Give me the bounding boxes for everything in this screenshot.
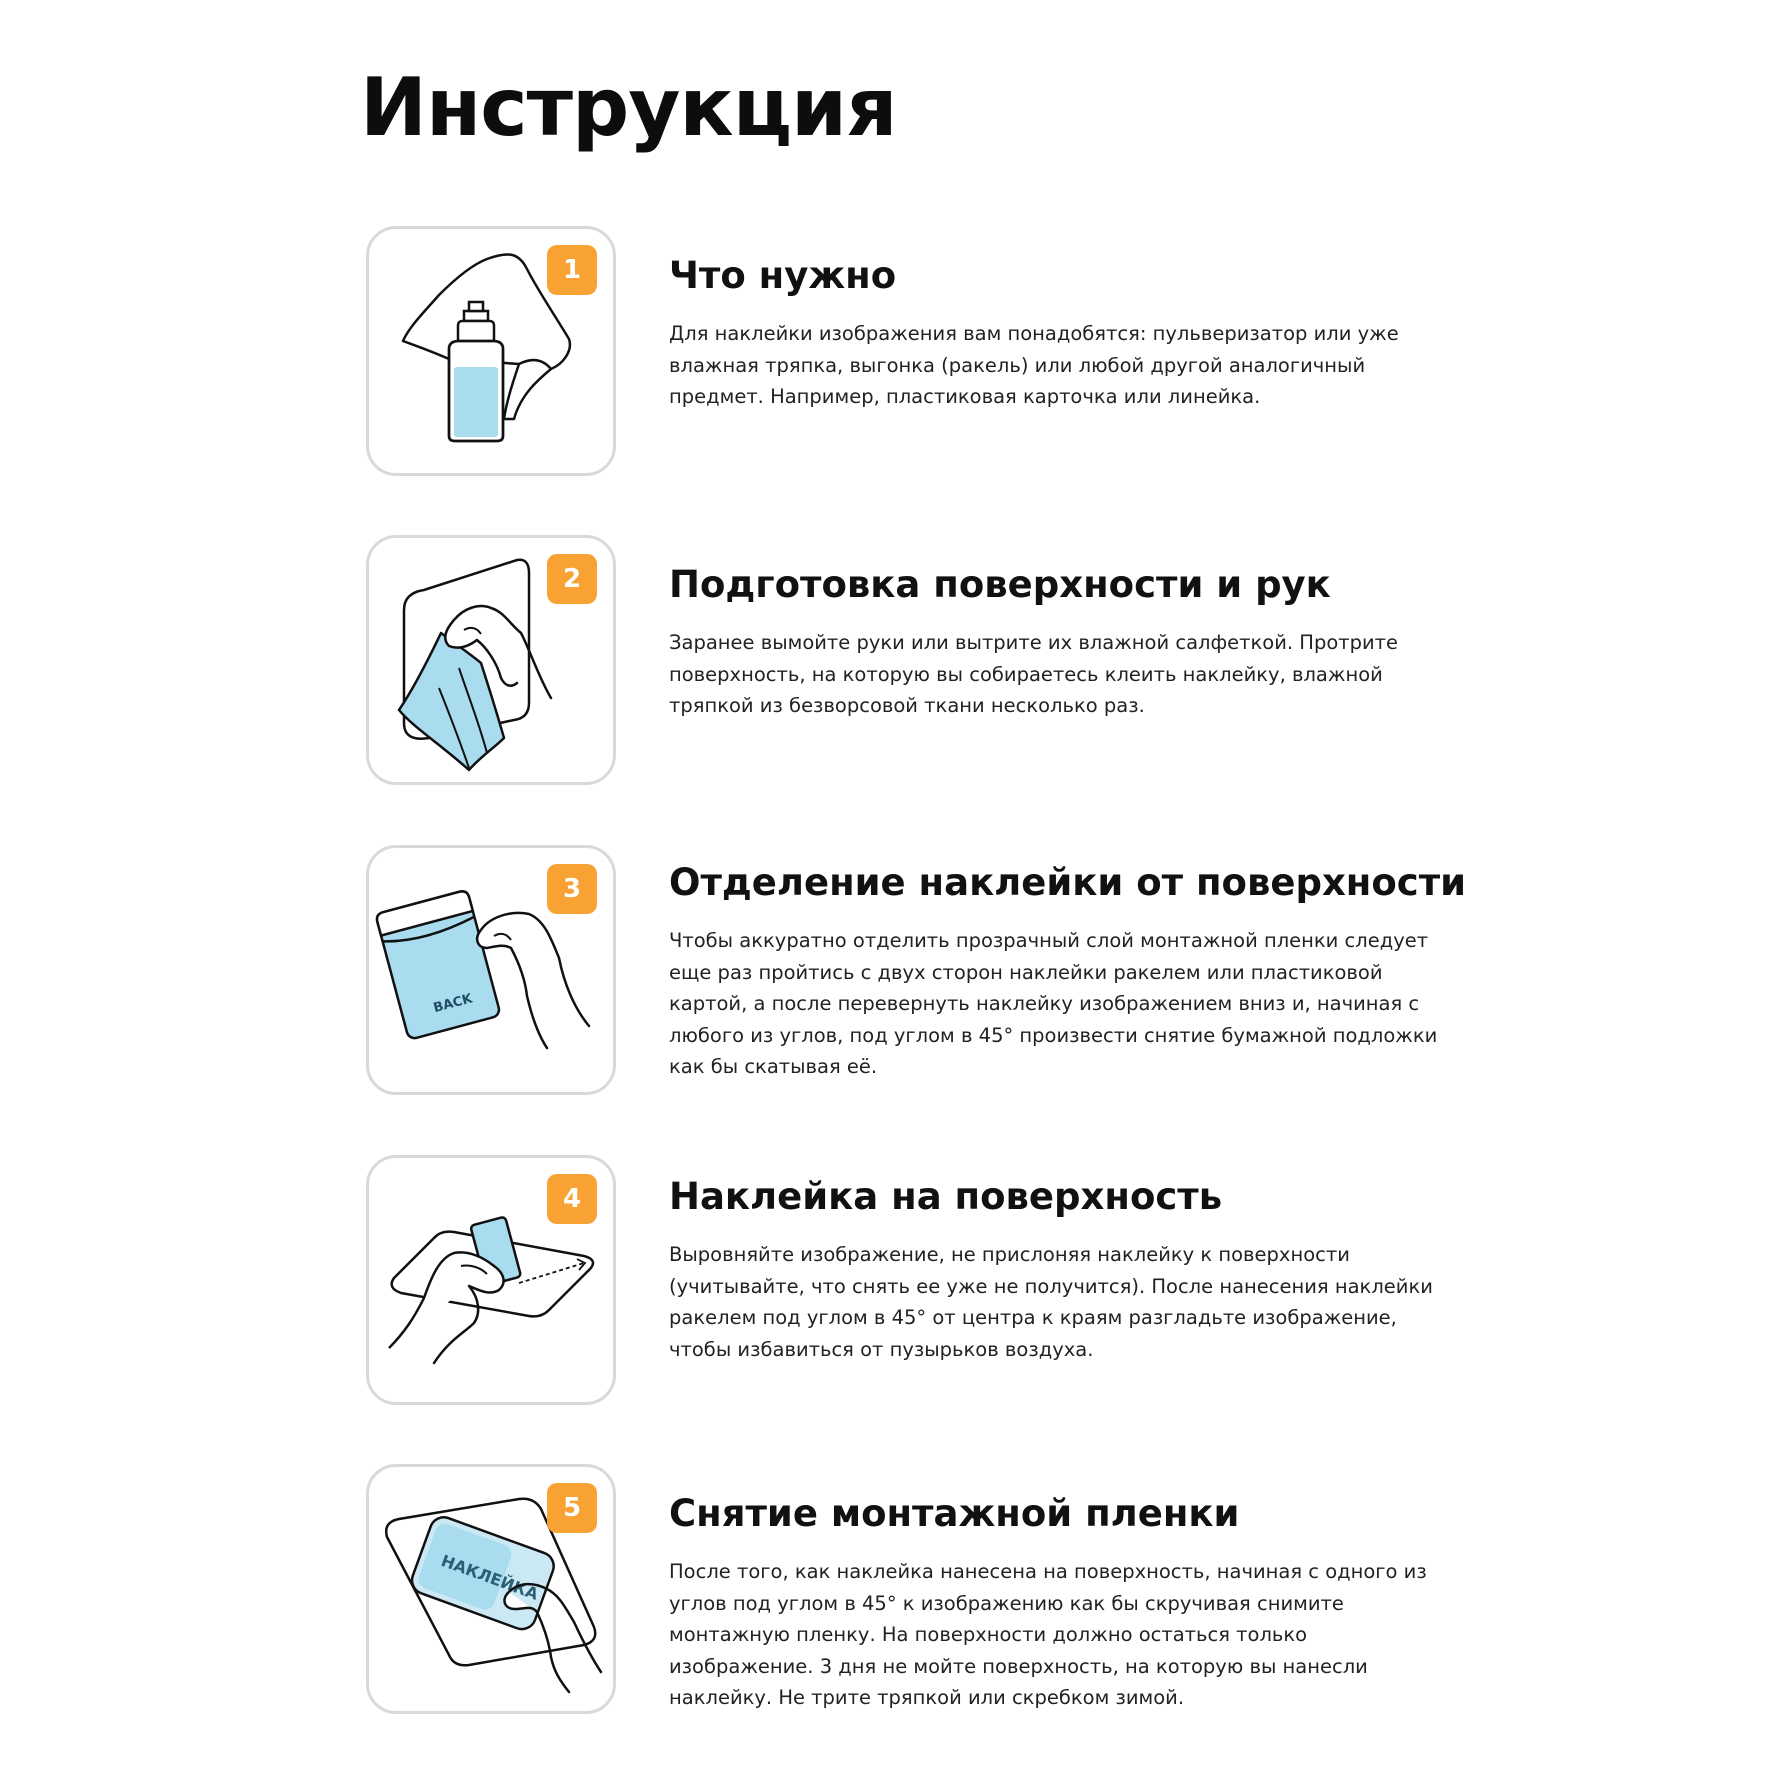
step-2: [0, 535, 1790, 795]
step-1-title: Что нужно: [669, 254, 897, 297]
step-5-title: Снятие монтажной пленки: [669, 1492, 1240, 1535]
step-3-illustration-card: [366, 845, 616, 1095]
step-5: [0, 1464, 1790, 1724]
step-3: [0, 845, 1790, 1105]
step-3-text: Чтобы аккуратно отделить прозрачный слой монтажной пленки следует еще раз пройтись с двух сторон наклейки ракелем или пластиковой картой, а после перевернуть наклейку изображением вниз и, начиная с любого из углов, под углом в 45° произвести снятие бумажной подложки как бы скатывая её.: [669, 929, 1438, 1078]
step-2-text: Заранее вымойте руки или вытрите их влажной салфеткой. Протрите поверхность, на которую вы собираетесь клеить наклейку, влажной тряпкой из безворсовой ткани несколько раз.: [669, 631, 1399, 717]
step-3-title: Отделение наклейки от поверхности: [669, 861, 1467, 904]
step-3-number-badge: 3: [547, 864, 597, 914]
step-5-number-badge: 5: [547, 1483, 597, 1533]
step-2-number-badge: 2: [547, 554, 597, 604]
step-1-text: Для наклейки изображения вам понадобятся: пульверизатор или уже влажная тряпка, выгонка (ракель) или любой другой аналогичный предмет. Например, пластиковая карточка или линейка.: [669, 322, 1399, 408]
sticker-label: НАКЛЕЙКА: [438, 1550, 541, 1604]
step-1-illustration-card: [366, 226, 616, 476]
step-2-illustration-card: [366, 535, 616, 785]
step-4-text: Выровняйте изображение, не прислоняя наклейку к поверхности (учитывайте, что снять ее уже не получится). После нанесения наклейки ракелем под углом в 45° от центра к краям разгладьте изображение, чтобы избавиться от пузырьков воздуха.: [669, 1243, 1433, 1361]
back-label: BACK: [431, 991, 475, 1017]
step-2-title: Подготовка поверхности и рук: [669, 563, 1331, 606]
step-4-number-badge: 4: [547, 1174, 597, 1224]
step-4-illustration-card: [366, 1155, 616, 1405]
page-title: Инструкция: [360, 61, 897, 154]
step-4: [0, 1155, 1790, 1415]
step-5-text: После того, как наклейка нанесена на поверхность, начиная с одного из углов под углом в 45° к изображению как бы скручивая снимите монтажную пленку. На поверхности должно остаться только изображение. 3 дня не мойте поверхность, на которую вы нанесли наклейку. Не трите тряпкой или скребком зимой.: [669, 1560, 1427, 1709]
step-1-number-badge: 1: [547, 245, 597, 295]
step-5-illustration-card: [366, 1464, 616, 1714]
step-4-title: Наклейка на поверхность: [669, 1175, 1223, 1218]
step-1: [0, 226, 1790, 486]
